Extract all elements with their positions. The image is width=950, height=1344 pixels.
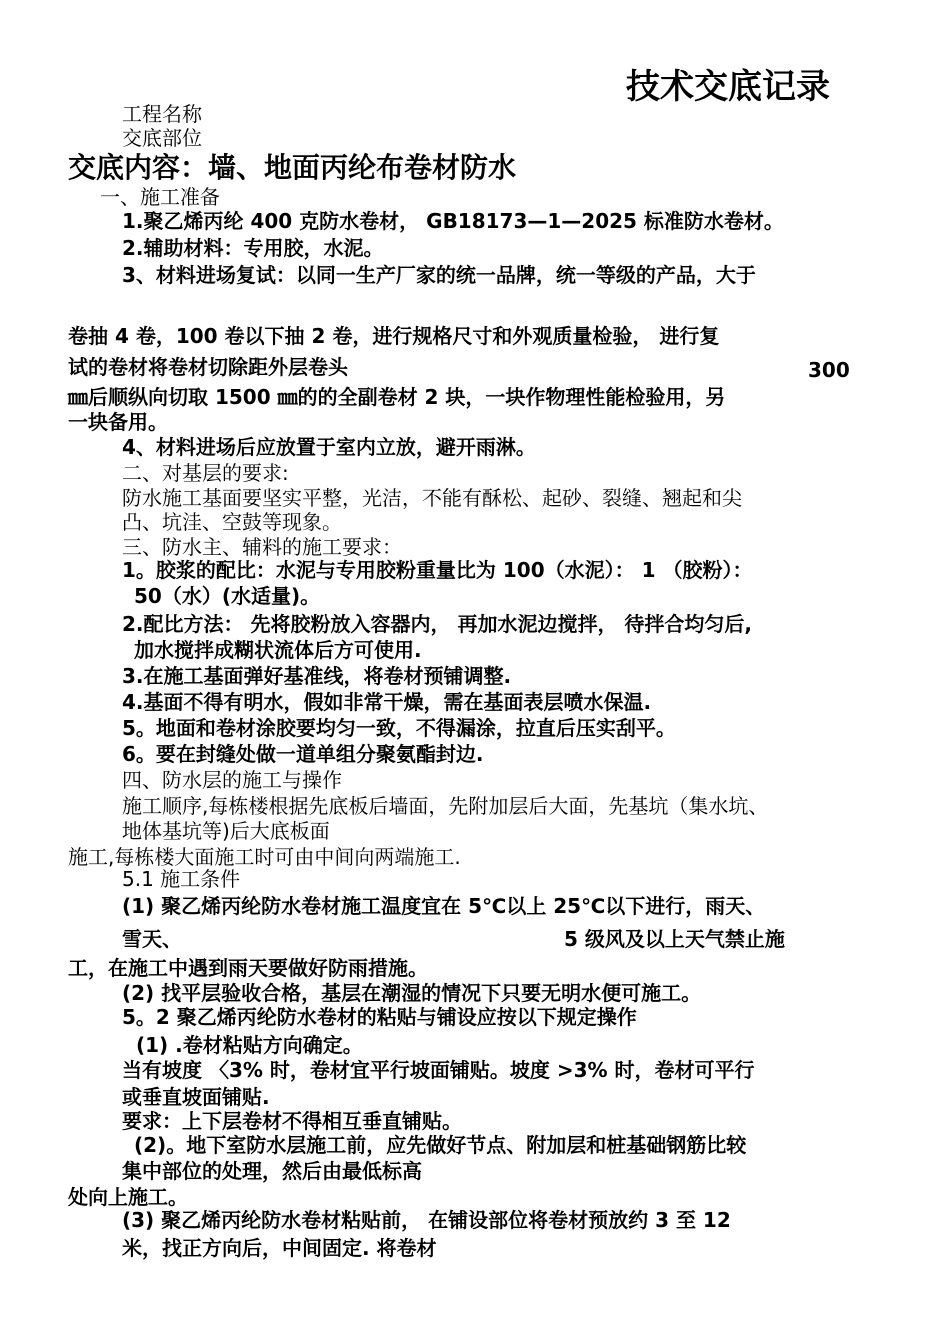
text-line: 地体基坑等)后大底板面 bbox=[122, 819, 330, 843]
text-line: 4、材料进场后应放置于室内立放，避开雨淋。 bbox=[122, 435, 536, 459]
text-line: 集中部位的处理，然后由最低标高 bbox=[122, 1159, 422, 1183]
text-line: 加水搅拌成糊状流体后方可使用. bbox=[134, 638, 422, 662]
text-line: (1) 聚乙烯丙纶防水卷材施工温度宜在 5℃以上 25℃以下进行，雨天、 bbox=[122, 894, 766, 918]
section-heading: 一、施工准备 bbox=[100, 185, 220, 209]
text-line: 凸、坑洼、空鼓等现象。 bbox=[122, 510, 342, 534]
text-line: 4.基面不得有明水，假如非常干燥，需在基面表层喷水保温. bbox=[122, 690, 652, 714]
text-line: 2.配比方法： 先将胶粉放入容器内， 再加水泥边搅拌， 待拌合均匀后, bbox=[122, 612, 752, 636]
text-line: (2)。地下室防水层施工前，应先做好节点、附加层和桩基础钢筋比较 bbox=[134, 1133, 747, 1157]
text-line: (1) .卷材粘贴方向确定。 bbox=[136, 1033, 363, 1057]
text-line: 处向上施工。 bbox=[68, 1185, 188, 1209]
text-line: 工，在施工中遇到雨天要做好防雨措施。 bbox=[68, 956, 428, 980]
subsection-heading: 5.1 施工条件 bbox=[122, 867, 241, 891]
location-label: 交底部位 bbox=[122, 126, 202, 150]
text-line: 2.辅助材料：专用胶，水泥。 bbox=[122, 236, 384, 260]
subsection-heading: 5。2 聚乙烯丙纶防水卷材的粘贴与铺设应按以下规定操作 bbox=[122, 1005, 637, 1029]
section-heading: 四、防水层的施工与操作 bbox=[122, 768, 342, 792]
text-line: 3、材料进场复试：以同一生产厂家的统一品牌，统一等级的产品，大于 bbox=[122, 263, 756, 287]
text-line: 一块备用。 bbox=[68, 410, 168, 434]
text-line: 雪天、 bbox=[122, 927, 182, 951]
text-line: 防水施工基面要坚实平整，光洁，不能有酥松、起砂、裂缝、翘起和尖 bbox=[122, 486, 742, 510]
text-line: 6。要在封缝处做一道单组分聚氨酯封边. bbox=[122, 742, 484, 766]
text-line: 或垂直坡面铺贴. bbox=[122, 1085, 270, 1109]
text-line: 300 bbox=[808, 358, 850, 382]
document-title: 技术交底记录 bbox=[626, 67, 830, 107]
text-line: 卷抽 4 卷，100 卷以下抽 2 卷，进行规格尺寸和外观质量检验， 进行复 bbox=[68, 324, 720, 348]
text-line: 1。胶浆的配比：水泥与专用胶粉重量比为 100（水泥）： 1 （胶粉）： bbox=[122, 558, 753, 582]
text-line: 50（水）(水适量)。 bbox=[134, 584, 321, 608]
section-heading: 三、防水主、辅料的施工要求： bbox=[122, 535, 402, 559]
text-line: 试的卷材将卷材切除距外层卷头 bbox=[68, 355, 348, 379]
text-line: (3) 聚乙烯丙纶防水卷材粘贴前， 在铺设部位将卷材预放约 3 至 12 bbox=[122, 1208, 731, 1232]
text-line: 5 级风及以上天气禁止施 bbox=[564, 927, 785, 951]
project-name-label: 工程名称 bbox=[122, 102, 202, 126]
text-line: 施工顺序,每栋楼根据先底板后墙面，先附加层后大面，先基坑（集水坑、 bbox=[122, 794, 769, 818]
text-line: ㎜后顺纵向切取 1500 ㎜的的全副卷材 2 块，一块作物理性能检验用，另 bbox=[68, 385, 726, 409]
text-line: 当有坡度 〈3% 时，卷材宜平行坡面铺贴。坡度 >3% 时，卷材可平行 bbox=[122, 1058, 755, 1082]
text-line: 1.聚乙烯丙纶 400 克防水卷材， GB18173—1—2025 标准防水卷材。 bbox=[122, 209, 784, 233]
text-line: 要求：上下层卷材不得相互垂直铺贴。 bbox=[122, 1109, 462, 1133]
text-line: (2) 找平层验收合格，基层在潮湿的情况下只要无明水便可施工。 bbox=[122, 981, 702, 1005]
text-line: 3.在施工基面弹好基准线，将卷材预铺调整. bbox=[122, 664, 512, 688]
section-heading: 二、对基层的要求: bbox=[122, 461, 289, 485]
text-line: 米，找正方向后，中间固定. 将卷材 bbox=[122, 1236, 437, 1260]
text-line: 5。地面和卷材涂胶要均匀一致，不得漏涂，拉直后压实刮平。 bbox=[122, 716, 676, 740]
content-heading: 交底内容：墙、地面丙纶布卷材防水 bbox=[68, 151, 517, 184]
text-line: 施工,每栋楼大面施工时可由中间向两端施工. bbox=[68, 845, 461, 869]
